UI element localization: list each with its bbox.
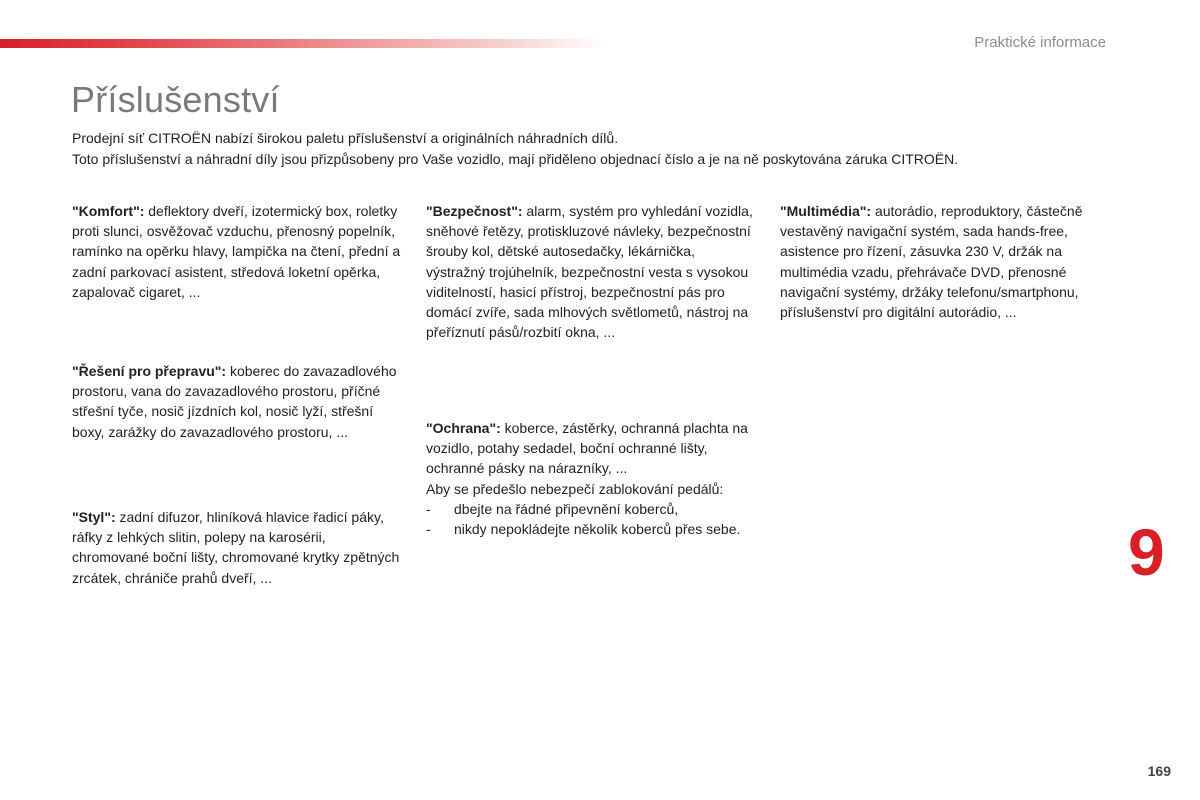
komfort-text: deflektory dveří, izotermický box, roletky proti slunci, osvěžovač vzduchu, přenosný popelník, ramínko na opěrku hlavy, lampička na čtení, přední a zadní parkovací asistent, středová loketní opěrka, zapalovač cigaret, ... — [72, 203, 401, 300]
multimedia-heading: "Multimédia": — [780, 203, 872, 219]
multimedia-block — [780, 201, 1110, 322]
header-accent-bar — [0, 39, 605, 48]
bezpecnost-block — [426, 201, 756, 342]
ochrana-paragraph — [426, 418, 756, 479]
dash-bullet: - — [426, 500, 431, 517]
styl-heading: "Styl": — [72, 509, 116, 525]
multimedia-text: autorádio, reproduktory, částečně vestavěný navigační systém, sada hands-free, asistence pro řízení, zásuvka 230 V, držák na multimédia vzadu, přehrávače DVD, přenosné navigační systémy, držáky telefonu/smartphonu, příslušenství pro digitální autorádio, ... — [780, 203, 1083, 321]
styl-text: zadní difuzor, hliníková hlavice řadicí páky, ráfky z lehkých slitin, polepy na karosérii, chromované boční lišty, chromované krytky zpětných zrcátek, chrániče prahů dveří, ... — [72, 509, 400, 586]
list-item — [426, 519, 756, 539]
page-title: Příslušenství — [71, 79, 280, 120]
reseni-block — [72, 361, 402, 442]
list-item-text: dbejte na řádné připevnění koberců, — [454, 500, 679, 517]
ochrana-heading: "Ochrana": — [426, 420, 501, 436]
page-number: 169 — [1147, 763, 1171, 779]
dash-bullet: - — [426, 521, 431, 538]
section-label: Praktické informace — [974, 34, 1106, 51]
ochrana-list — [426, 499, 756, 539]
list-item — [426, 499, 756, 519]
intro-line-1: Prodejní síť CITROËN nabízí širokou paletu příslušenství a originálních náhradních dílů. — [72, 130, 619, 146]
komfort-heading: "Komfort": — [72, 203, 145, 219]
intro-text — [72, 128, 1132, 170]
ochrana-text: koberce, zástěrky, ochranná plachta na vozidlo, potahy sedadel, boční ochranné lišty, ochranné pásky na nárazníky, ... — [426, 420, 748, 477]
intro-line-2: Toto příslušenství a náhradní díly jsou přizpůsobeny pro Vaše vozidlo, mají přiděleno objednací číslo a je na ně poskytována záruka CITROËN. — [72, 151, 959, 167]
ochrana-note: Aby se předešlo nebezpečí zablokování pedálů: — [426, 480, 724, 497]
chapter-number: 9 — [1128, 515, 1165, 589]
komfort-block — [72, 201, 402, 302]
list-item-text: nikdy nepokládejte několik koberců přes sebe. — [454, 521, 741, 538]
ochrana-block — [426, 418, 756, 539]
bezpecnost-heading: "Bezpečnost": — [426, 203, 523, 219]
reseni-text: koberec do zavazadlového prostoru, vana do zavazadlového prostoru, příčné střešní tyče, nosič jízdních kol, nosič lyží, střešní boxy, zarážky do zavazadlového prostoru, ... — [72, 363, 397, 440]
reseni-heading: "Řešení pro přepravu": — [72, 363, 227, 379]
bezpecnost-text: alarm, systém pro vyhledání vozidla, sněhové řetězy, protiskluzové návleky, bezpečnostní šrouby kol, dětské autosedačky, lékárnička, výstražný trojúhelník, bezpečnostní vesta s vysokou viditelností, hasicí přístroj, bezpečnostní pás pro domácí zvíře, sada mlhových světlometů, nástroj na přeříznutí pásů/rozbití okna, ... — [426, 203, 753, 341]
styl-block — [72, 507, 402, 588]
